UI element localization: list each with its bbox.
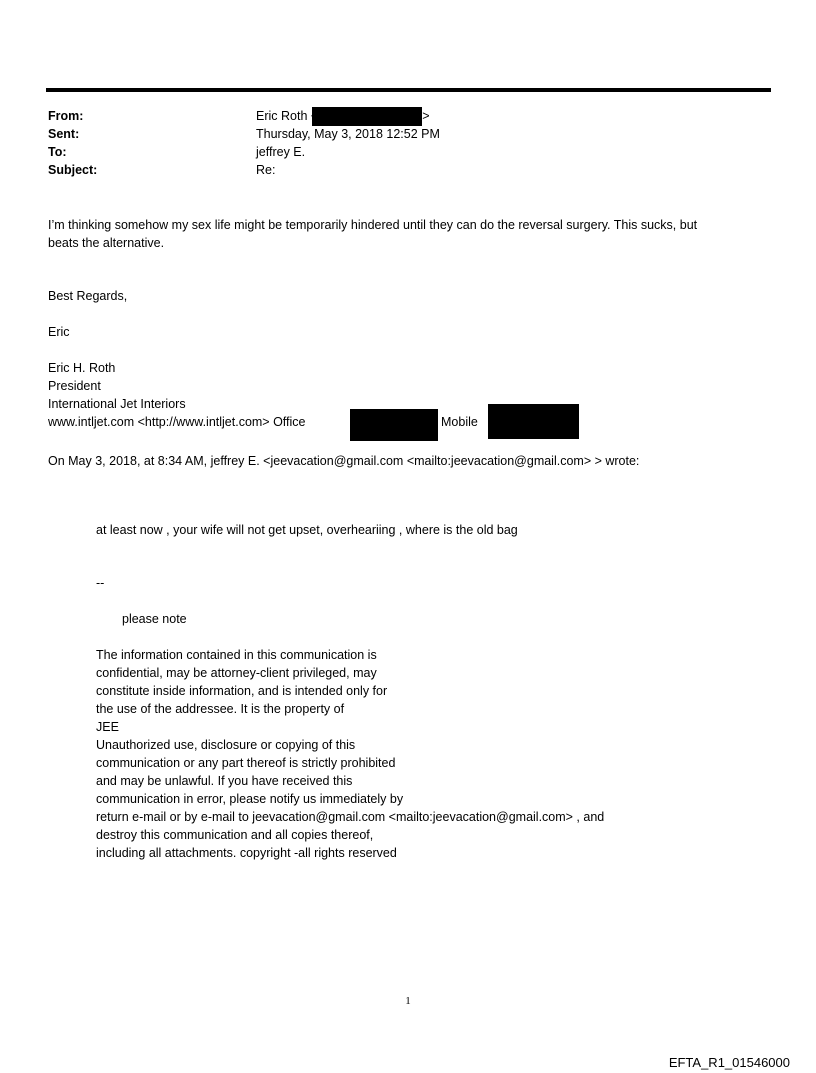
disclaimer-line: constitute inside information, and is intended only for bbox=[96, 684, 388, 698]
disclaimer-line: communication in error, please notify us immediately by bbox=[96, 792, 404, 806]
to-value: jeffrey E. bbox=[256, 145, 306, 159]
disclaimer-line: JEE bbox=[96, 720, 119, 734]
disclaimer-line: destroy this communication and all copies thereof, bbox=[96, 828, 374, 842]
disclaimer-line: the use of the addressee. It is the property of bbox=[96, 702, 345, 716]
quoted-message: at least now , your wife will not get upset, overheariing , where is the old bag bbox=[96, 523, 518, 537]
subject-label: Subject: bbox=[48, 163, 98, 177]
disclaimer-line: Unauthorized use, disclosure or copying of this bbox=[96, 738, 356, 752]
from-label: From: bbox=[48, 109, 84, 123]
disclaimer-block bbox=[96, 646, 604, 862]
signature-name: Eric H. Roth bbox=[48, 361, 116, 375]
signature-title: President bbox=[48, 379, 101, 393]
please-note: please note bbox=[122, 612, 187, 626]
to-label: To: bbox=[48, 145, 67, 159]
from-name: Eric Roth bbox=[256, 109, 308, 123]
disclaimer-line: confidential, may be attorney-client privileged, may bbox=[96, 666, 377, 680]
body-line-2: beats the alternative. bbox=[48, 236, 165, 250]
header-rule bbox=[46, 88, 771, 92]
page-number: 1 bbox=[405, 995, 411, 1007]
disclaimer-line: including all attachments. copyright -all rights reserved bbox=[96, 846, 397, 860]
sent-value: Thursday, May 3, 2018 12:52 PM bbox=[256, 127, 440, 141]
redaction-box bbox=[488, 404, 579, 439]
from-close-bracket: > bbox=[422, 109, 430, 123]
sign-name: Eric bbox=[48, 325, 70, 339]
signature-company: International Jet Interiors bbox=[48, 397, 186, 411]
redaction-box bbox=[312, 107, 422, 126]
signature-mobile-label: Mobile bbox=[441, 415, 478, 429]
disclaimer-line: and may be unlawful. If you have received this bbox=[96, 774, 353, 788]
subject-value: Re: bbox=[256, 163, 276, 177]
document-id: EFTA_R1_01546000 bbox=[668, 1055, 790, 1070]
signature-web-line: www.intljet.com <http://www.intljet.com> Office bbox=[48, 415, 306, 429]
disclaimer-line: The information contained in this communication is bbox=[96, 648, 377, 662]
signature-separator: -- bbox=[96, 576, 105, 590]
from-value bbox=[256, 107, 430, 126]
quote-intro: On May 3, 2018, at 8:34 AM, jeffrey E. <jeevacation@gmail.com <mailto:jeevacation@gmail.com> > wrote: bbox=[48, 454, 640, 468]
disclaimer-line: return e-mail or by e-mail to jeevacation@gmail.com <mailto:jeevacation@gmail.com> , and bbox=[96, 810, 605, 824]
redaction-box bbox=[350, 409, 438, 441]
disclaimer-line: communication or any part thereof is strictly prohibited bbox=[96, 756, 396, 770]
closing: Best Regards, bbox=[48, 289, 128, 303]
body-line-1: I’m thinking somehow my sex life might be temporarily hindered until they can do the reversal surgery. This sucks, but bbox=[48, 218, 698, 232]
sent-label: Sent: bbox=[48, 127, 80, 141]
